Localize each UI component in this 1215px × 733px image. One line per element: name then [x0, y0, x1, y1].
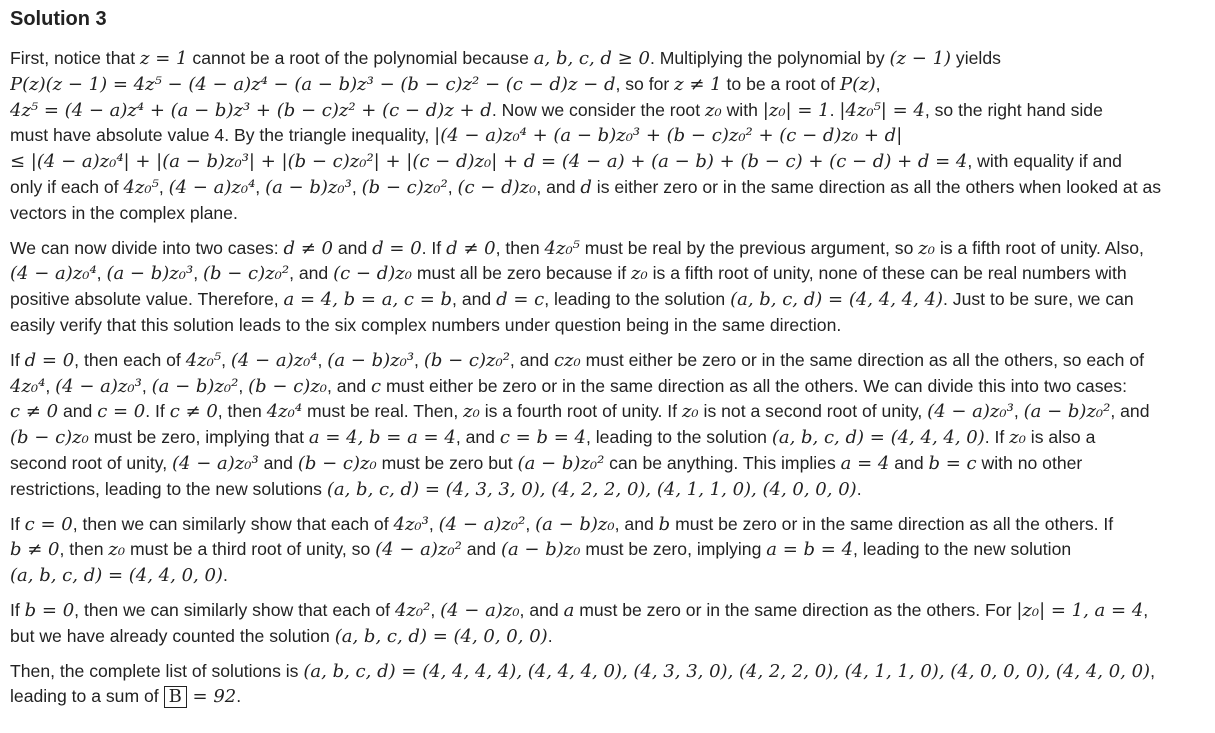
text-run: , — [317, 349, 328, 370]
math-expression: c ≠ 0 — [169, 401, 218, 423]
math-expression: (b − c)z₀ — [297, 452, 377, 474]
math-expression: a = 4 — [840, 452, 890, 474]
text-run: and — [258, 452, 298, 473]
math-expression: z = 1 — [140, 48, 188, 69]
text-run: can be anything. This implies — [604, 452, 841, 473]
math-expression: 4z₀⁴ — [10, 375, 46, 397]
text-run: is not a second root of unity, — [698, 401, 928, 422]
paragraph — [10, 598, 1205, 650]
math-expression: |(4 − a)z₀⁴ + (a − b)z₀³ + (b − c)z₀² + (c − d)z₀ + d| — [434, 125, 903, 147]
text-run: to be a root of — [721, 73, 840, 94]
math-expression: c — [371, 375, 382, 397]
text-line — [10, 287, 1205, 313]
text-run: . Now we consider the root — [491, 99, 705, 120]
text-run: , and — [289, 263, 334, 284]
math-expression: d ≠ 0 — [446, 237, 496, 259]
paragraph — [10, 236, 1205, 339]
text-run: , leading to the solution — [585, 427, 772, 448]
text-line — [10, 684, 1205, 710]
text-run: . If — [145, 401, 170, 422]
text-run: must be zero, implying — [580, 539, 767, 560]
math-expression: (a − b)z₀² — [1023, 401, 1111, 423]
text-run: , — [221, 349, 231, 370]
text-run: . — [222, 565, 228, 586]
text-run: and — [461, 539, 501, 560]
math-expression: (4 − a)z₀⁴ — [10, 263, 97, 285]
text-run: , — [255, 176, 266, 197]
text-line — [10, 563, 1205, 589]
math-expression: (c − d)z₀ — [457, 176, 537, 198]
text-line — [10, 624, 1205, 650]
math-expression: (a, b, c, d) = (4, 4, 0, 0) — [10, 565, 223, 587]
math-expression: z₀ — [108, 539, 126, 561]
math-expression: 4z₀² — [394, 599, 431, 621]
math-expression: (a − b)z₀ — [535, 513, 615, 535]
math-expression: (4 − a)z₀³ — [927, 401, 1014, 423]
text-run: must all be zero because if — [411, 263, 632, 284]
text-line — [10, 261, 1205, 287]
text-run: , then we can similarly show that each of — [74, 599, 395, 620]
text-run: If — [10, 599, 25, 620]
math-expression: |z₀| = 1 — [762, 99, 830, 121]
math-expression: (4 − a)z₀² — [438, 513, 526, 535]
math-expression: z₀ — [631, 263, 648, 285]
text-run: , — [238, 375, 249, 396]
text-run: , leading to the solution — [544, 289, 731, 310]
math-expression: c = b = 4 — [499, 427, 586, 449]
math-expression: (b − c)z₀² — [423, 349, 510, 371]
math-expression: P(z) — [839, 73, 876, 95]
math-expression: c = 0 — [97, 401, 146, 423]
text-run: Then, the complete list of solutions is — [10, 660, 304, 681]
text-run: , so the right hand side — [924, 99, 1103, 120]
text-run: , — [1150, 660, 1155, 681]
text-run: vectors in the complex plane. — [10, 202, 238, 223]
math-expression: a — [563, 599, 575, 621]
math-expression: d = 0 — [372, 237, 422, 259]
text-run: , then — [217, 401, 267, 422]
boxed-answer: B — [164, 686, 187, 708]
math-expression: (z − 1) — [889, 48, 952, 69]
text-line — [10, 175, 1205, 201]
text-line — [10, 598, 1205, 624]
math-expression: = 92 — [186, 686, 237, 708]
text-line — [10, 201, 1205, 227]
math-expression: (a − b)z₀³ — [106, 263, 194, 285]
text-run: . — [547, 625, 553, 646]
paragraph — [10, 512, 1205, 589]
text-run: We can now divide into two cases: — [10, 237, 284, 258]
text-run: , — [1013, 401, 1024, 422]
text-run: yields — [951, 48, 1001, 68]
math-expression: (4 − a)z₀² — [375, 539, 462, 561]
math-expression: (4 − a)z₀³ — [55, 375, 142, 397]
text-run: , — [875, 73, 881, 94]
math-expression: z₀ — [705, 99, 722, 121]
text-run: , and — [327, 375, 372, 396]
text-run: is a fifth root of unity. Also, — [934, 237, 1144, 258]
text-run: , — [193, 263, 203, 284]
math-expression: (a − b)z₀³ — [327, 349, 415, 371]
text-run: must have absolute value 4. By the triangle inequality, — [10, 125, 435, 146]
text-run: must be zero, implying that — [88, 427, 309, 448]
text-run: , and — [519, 599, 564, 620]
text-run: and — [333, 237, 373, 258]
math-expression: a = 4, b = a = 4 — [308, 427, 456, 449]
math-expression: (a − b)z₀² — [151, 375, 239, 397]
text-run: , with equality if and — [967, 151, 1122, 172]
text-run: easily verify that this solution leads to the six complex numbers under question being in the same direction. — [10, 314, 842, 335]
math-expression: (a, b, c, d) = (4, 3, 3, 0), (4, 2, 2, 0), (4, 1, 1, 0), (4, 0, 0, 0) — [326, 478, 857, 500]
text-line — [10, 425, 1205, 451]
text-run: second root of unity, — [10, 452, 173, 473]
text-line — [10, 98, 1205, 124]
math-expression: b ≠ 0 — [10, 539, 60, 561]
text-line — [10, 123, 1205, 149]
text-run: , so for — [615, 73, 675, 94]
paragraph — [10, 659, 1205, 711]
text-run: , and — [452, 289, 497, 310]
math-expression: (a − b)z₀ — [500, 539, 581, 561]
math-expression: 4z₀⁴ — [266, 401, 303, 423]
text-run: , — [430, 599, 441, 620]
math-expression: cz₀ — [553, 349, 581, 371]
math-expression: d ≠ 0 — [283, 237, 333, 259]
text-run: is either zero or in the same direction as all the others when looked at as — [591, 176, 1162, 197]
math-expression: d = c — [496, 289, 545, 311]
text-run: . — [829, 99, 840, 120]
math-expression: P(z)(z − 1) = 4z⁵ − (4 − a)z⁴ − (a − b)z³ − (b − c)z² − (c − d)z − d — [10, 73, 616, 95]
text-line — [10, 72, 1205, 98]
text-run: , then — [59, 539, 109, 560]
text-run: must be zero or in the same direction as all the others. If — [670, 513, 1114, 534]
text-line — [10, 313, 1205, 339]
text-run: , — [158, 176, 169, 197]
math-expression: z₀ — [1009, 427, 1026, 449]
text-run: but we have already counted the solution — [10, 625, 335, 646]
text-run: , then we can similarly show that each of — [72, 513, 394, 534]
paragraph — [10, 348, 1205, 503]
text-run: First, notice that — [10, 48, 141, 68]
solution-title: Solution 3 — [10, 8, 107, 30]
text-run: . Multiplying the polynomial by — [649, 48, 890, 68]
math-expression: (b − c)z₀² — [202, 263, 290, 285]
text-run: . Just to be sure, we can — [943, 289, 1134, 310]
math-expression: 4z⁵ = (4 − a)z⁴ + (a − b)z³ + (b − c)z² + (c − d)z + d — [10, 99, 492, 121]
text-run: If — [10, 349, 25, 370]
math-expression: 4z₀³ — [393, 513, 429, 535]
math-expression: (b − c)z₀² — [361, 176, 448, 198]
text-run: and — [889, 452, 929, 473]
text-run: , — [525, 513, 536, 534]
text-run: , and — [509, 349, 554, 370]
math-expression: b = c — [928, 452, 977, 474]
text-line — [10, 348, 1205, 374]
math-expression: ≤ |(4 − a)z₀⁴| + |(a − b)z₀³| + |(b − c)z₀²| + |(c − d)z₀| + d = (4 − a) + (a − b) + (b − c) + (c − d) + d = 4 — [10, 151, 968, 173]
text-run: positive absolute value. Therefore, — [10, 289, 284, 310]
math-expression: a, b, c, d ≥ 0 — [533, 48, 650, 69]
text-run: , and — [455, 427, 500, 448]
math-expression: (b − c)z₀ — [10, 427, 89, 449]
math-expression: a = 4, b = a, c = b — [283, 289, 453, 311]
math-expression: (a, b, c, d) = (4, 0, 0, 0) — [334, 625, 548, 647]
text-run: , — [414, 349, 424, 370]
text-line — [10, 236, 1205, 262]
text-line — [10, 46, 1205, 72]
text-line — [10, 659, 1205, 685]
math-expression: |4z₀⁵| = 4 — [839, 99, 925, 121]
text-line — [10, 149, 1205, 175]
math-expression: a = b = 4 — [766, 539, 854, 561]
math-expression: 4z₀⁵ — [185, 349, 222, 371]
text-run: restrictions, leading to the new solutions — [10, 478, 327, 499]
text-run: . — [856, 478, 862, 499]
math-expression: d = 0 — [24, 349, 75, 371]
text-run: , — [45, 375, 56, 396]
text-line — [10, 399, 1205, 425]
math-expression: (b − c)z₀ — [248, 375, 328, 397]
text-run: , — [141, 375, 152, 396]
text-run: with — [721, 99, 763, 120]
math-expression: (a, b, c, d) = (4, 4, 4, 0) — [771, 427, 985, 449]
text-run: must be zero but — [376, 452, 518, 473]
text-run: is a fifth root of unity, none of these can be real numbers with — [647, 263, 1127, 284]
math-expression: 4z₀⁵ — [123, 176, 159, 198]
math-expression: (4 − a)z₀⁴ — [230, 349, 318, 371]
math-expression: (4 − a)z₀ — [440, 599, 520, 621]
math-expression: (4 − a)z₀⁴ — [168, 176, 256, 198]
text-run: , and — [536, 176, 581, 197]
text-line — [10, 537, 1205, 563]
text-run: must be a third root of unity, so — [125, 539, 376, 560]
text-run: . If — [421, 237, 447, 258]
math-expression: z₀ — [681, 401, 699, 423]
math-expression: (a − b)z₀² — [517, 452, 605, 474]
math-expression: d — [580, 176, 592, 198]
text-run: is also a — [1025, 427, 1096, 448]
math-expression: (4 − a)z₀³ — [172, 452, 259, 474]
text-run: , then — [495, 237, 545, 258]
text-run: , — [96, 263, 107, 284]
math-expression: c = 0 — [24, 513, 73, 535]
text-run: , and — [1110, 401, 1150, 422]
text-line — [10, 374, 1205, 400]
text-run: , — [428, 513, 439, 534]
math-expression: b = 0 — [24, 599, 75, 621]
text-run: , — [1143, 599, 1149, 620]
text-run: and — [58, 401, 98, 422]
text-run: , — [351, 176, 362, 197]
text-line — [10, 451, 1205, 477]
text-run: , leading to the new solution — [853, 539, 1072, 560]
math-expression: z₀ — [463, 401, 480, 423]
math-expression: |z₀| = 1, a = 4 — [1016, 599, 1144, 621]
math-expression: 4z₀⁵ — [544, 237, 580, 259]
text-run: , and — [614, 513, 659, 534]
text-run: leading to a sum of — [10, 686, 164, 707]
math-expression: z ≠ 1 — [674, 73, 722, 95]
text-run: must be zero or in the same direction as the others. For — [574, 599, 1017, 620]
text-run: must be real by the previous argument, so — [579, 237, 919, 258]
math-expression: (a, b, c, d) = (4, 4, 4, 4) — [730, 289, 944, 311]
text-run: . If — [984, 427, 1010, 448]
math-expression: (a − b)z₀³ — [265, 176, 352, 198]
text-run: , then each of — [74, 349, 186, 370]
text-run: , — [447, 176, 458, 197]
text-run: must either be zero or in the same direction as all the others. We can divide this into two cases: — [381, 375, 1127, 396]
text-run: only if each of — [10, 176, 124, 197]
text-line — [10, 512, 1205, 538]
text-run: is a fourth root of unity. If — [479, 401, 682, 422]
math-expression: b — [658, 513, 671, 535]
text-run: If — [10, 513, 25, 534]
math-expression: z₀ — [918, 237, 935, 259]
math-expression: (a, b, c, d) = (4, 4, 4, 4), (4, 4, 4, 0), (4, 3, 3, 0), (4, 2, 2, 0), (4, 1, 1, 0), (4, 0, 0, 0), (4, 4, 0, 0) — [303, 660, 1151, 682]
text-run: . — [236, 686, 242, 707]
text-line — [10, 477, 1205, 503]
text-run: must either be zero or in the same direction as all the others, so each of — [580, 349, 1145, 370]
text-run: with no other — [976, 452, 1083, 473]
math-expression: c ≠ 0 — [10, 401, 59, 423]
paragraph — [10, 46, 1205, 227]
math-expression: (c − d)z₀ — [333, 263, 412, 285]
text-run: cannot be a root of the polynomial because — [187, 48, 534, 68]
text-run: must be real. Then, — [302, 401, 464, 422]
solution-body — [10, 46, 1205, 710]
